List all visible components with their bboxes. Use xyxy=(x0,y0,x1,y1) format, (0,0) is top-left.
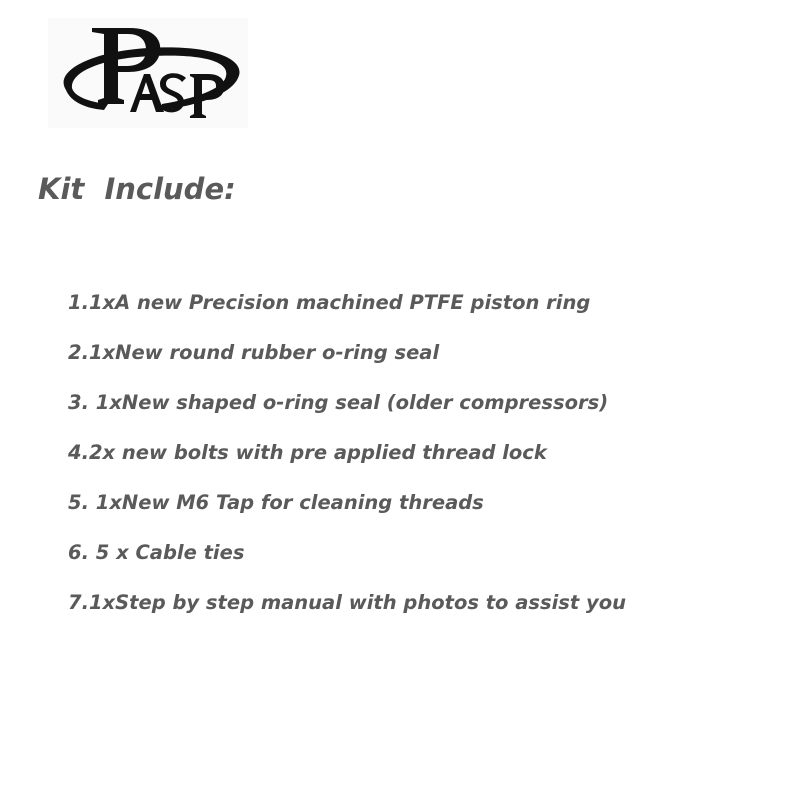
logo-graphic xyxy=(48,18,248,128)
kit-item-list xyxy=(68,288,626,638)
kit-heading: Kit Include: xyxy=(38,172,236,206)
list-item: 1.1xA new Precision machined PTFE piston ring xyxy=(68,291,591,314)
list-item: 3. 1xNew shaped o-ring seal (older compressors) xyxy=(68,391,609,414)
brand-logo xyxy=(48,18,248,128)
list-item: 4.2x new bolts with pre applied thread lock xyxy=(68,441,547,464)
list-item: 2.1xNew round rubber o-ring seal xyxy=(68,341,440,364)
list-item: 5. 1xNew M6 Tap for cleaning threads xyxy=(68,491,484,514)
list-item: 7.1xStep by step manual with photos to assist you xyxy=(68,591,627,614)
list-item: 6. 5 x Cable ties xyxy=(68,541,245,564)
